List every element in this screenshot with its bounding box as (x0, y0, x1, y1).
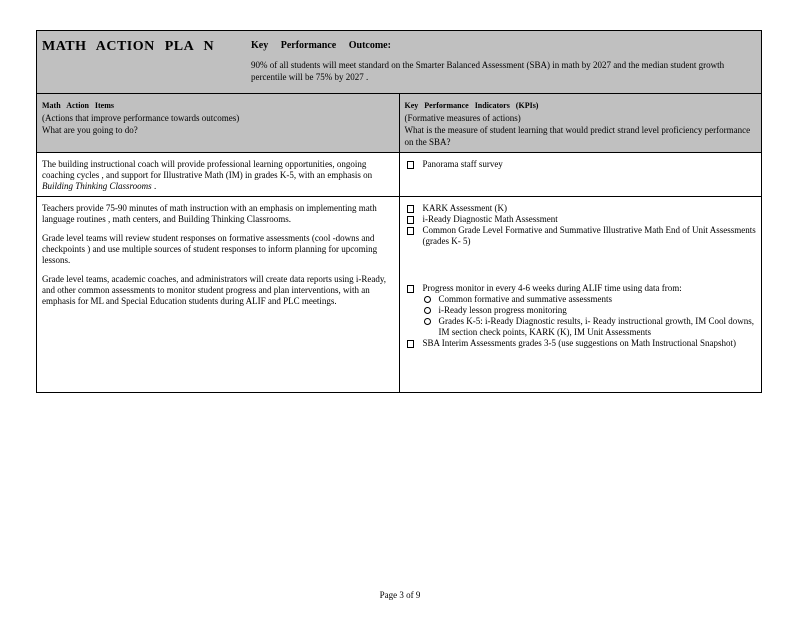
action-item (42, 159, 394, 192)
action-item: Grade level teams will review student responses on formative assessments (cool -downs and checkpoints ) and use multiple sources of student responses to inform planning for upcoming lessons. (42, 233, 378, 265)
table-row (37, 197, 762, 393)
kpi-cell (399, 197, 762, 393)
action-cell (37, 197, 400, 393)
action-plan-table (36, 30, 762, 393)
table-row (37, 153, 762, 197)
plan-header-row (37, 31, 762, 94)
kpi-progress-text: Progress monitor in every 4-6 weeks during ALIF time using data from: (422, 283, 682, 293)
action-emphasis: Building Thinking Classrooms (42, 181, 152, 191)
kpi-subitem: Grades K-5: i-Ready Diagnostic results, i- Ready instructional growth, IM Cool downs, IM section check points, KARK (K), IM Unit Assessments (423, 316, 757, 338)
kpi-subitem: Common formative and summative assessments (423, 294, 757, 305)
kpo-text: 90% of all students will meet standard on the Smarter Balanced Assessment (SBA) in math by 2027 and the median student growth percentile will be 75% by 2027 . (251, 60, 725, 82)
kpi-question: What is the measure of student learning that would predict strand level proficiency performance on the SBA? (404, 125, 751, 147)
kpi-item: i-Ready Diagnostic Math Assessment (405, 214, 757, 225)
page-number: Page 3 of 9 (379, 590, 421, 600)
kpi-heading: Key Performance Indicators (KPIs) (404, 101, 539, 110)
action-item: Teachers provide 75-90 minutes of math instruction with an emphasis on implementing math language routines , math centers, and Building Thinking Classrooms. (42, 203, 377, 224)
kpi-cell (399, 153, 762, 197)
action-cell (37, 153, 400, 197)
actions-column-header (37, 94, 400, 153)
kpi-item (405, 283, 757, 338)
kpi-subheading: (Formative measures of actions) (404, 113, 521, 123)
kpi-subitem: i-Ready lesson progress monitoring (423, 305, 757, 316)
kpi-item: Panorama staff survey (405, 159, 757, 170)
kpi-item: Common Grade Level Formative and Summative Illustrative Math End of Unit Assessments (grades K- 5) (405, 225, 757, 247)
plan-title-cell (37, 31, 762, 94)
kpi-item: SBA Interim Assessments grades 3-5 (use suggestions on Math Instructional Snapshot) (405, 338, 757, 349)
kpi-item: KARK Assessment (K) (405, 203, 757, 214)
actions-question: What are you going to do? (42, 125, 138, 135)
kpo-label: Key Performance Outcome: (251, 40, 391, 51)
plan-title: MATH ACTION PLA N (42, 39, 215, 54)
action-item: Grade level teams, academic coaches, and administrators will create data reports using i-Ready, and other common assessments to monitor student progress and plan interventions, with an emphasis for ML and Special Education students during ALIF and PLC meetings. (42, 274, 387, 306)
actions-heading: Math Action Items (42, 101, 114, 110)
action-end: . (153, 181, 157, 191)
actions-subheading: (Actions that improve performance towards outcomes) (42, 113, 240, 123)
kpi-column-header (399, 94, 762, 153)
column-header-row (37, 94, 762, 153)
action-text: The building instructional coach will provide professional learning opportunities, ongoing coaching cycles , and support for Illustrative Math (IM) in grades K-5, with an emphasis on (42, 159, 373, 180)
